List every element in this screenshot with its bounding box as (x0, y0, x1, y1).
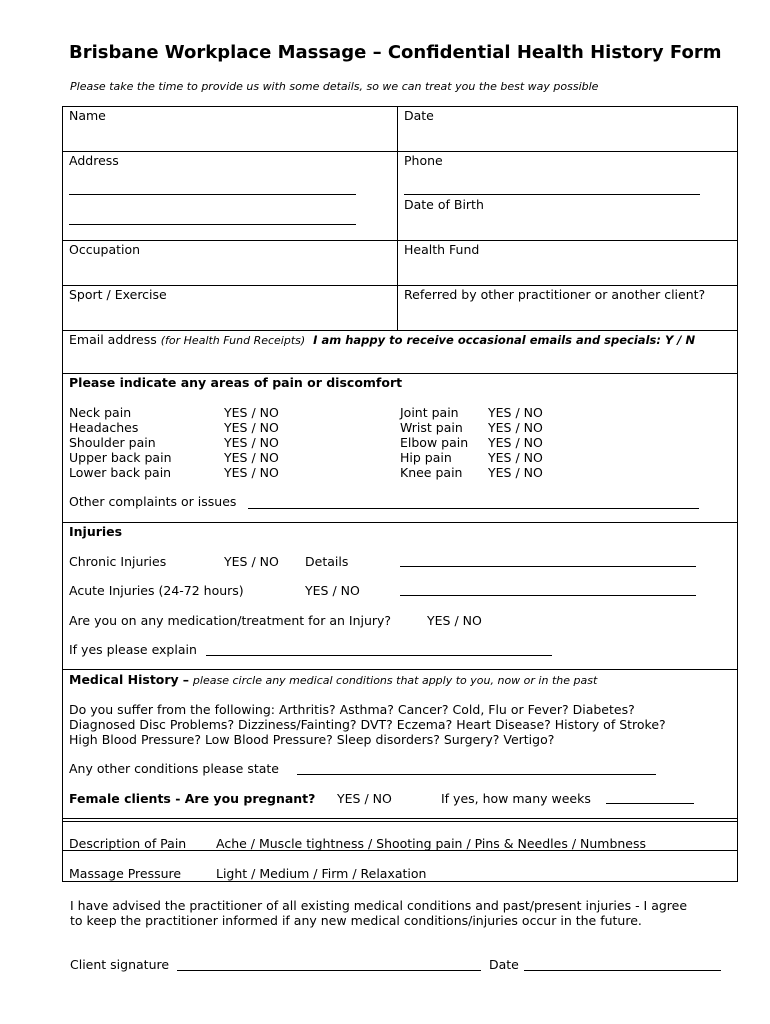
divider (62, 330, 738, 331)
injuries-heading: Injuries (69, 524, 123, 539)
medical-heading: Medical History (69, 672, 179, 687)
pain-yes-no[interactable]: YES / NO (488, 465, 543, 480)
pain-yes-no[interactable]: YES / NO (224, 435, 279, 450)
divider (62, 373, 738, 374)
divider (62, 522, 738, 523)
weeks-line[interactable] (606, 803, 694, 804)
pain-hip-label: Hip pain (400, 450, 452, 465)
email-row[interactable] (69, 332, 695, 347)
divider (62, 285, 738, 286)
pain-lower-back-label: Lower back pain (69, 465, 172, 480)
details-label: Details (305, 554, 349, 569)
name-label[interactable]: Name (69, 108, 106, 123)
explain-line[interactable] (206, 655, 552, 656)
pain-yes-no[interactable]: YES / NO (488, 435, 543, 450)
conditions-line-3[interactable]: High Blood Pressure? Low Blood Pressure? Sleep disorders? Surgery? Vertigo? (69, 732, 555, 747)
chronic-yes-no[interactable]: YES / NO (224, 554, 279, 569)
form-subtitle: Please take the time to provide us with some details, so we can treat you the best way possible (70, 80, 599, 93)
divider (62, 881, 738, 882)
divider (62, 106, 738, 107)
medical-heading-row (69, 672, 597, 687)
pain-elbow-label: Elbow pain (400, 435, 469, 450)
address-line-1[interactable] (69, 194, 356, 195)
email-note: (for Health Fund Receipts) (160, 334, 306, 347)
divider (62, 240, 738, 241)
conditions-line-1[interactable]: Do you suffer from the following: Arthritis? Asthma? Cancer? Cold, Flu or Fever? Diabetes? (69, 702, 635, 717)
pain-joint-label: Joint pain (400, 405, 459, 420)
address-line-2[interactable] (69, 224, 356, 225)
pain-yes-no[interactable]: YES / NO (488, 450, 543, 465)
signature-date-label: Date (489, 957, 519, 972)
pain-neck-label: Neck pain (69, 405, 132, 420)
pain-upper-back-label: Upper back pain (69, 450, 172, 465)
medication-label: Are you on any medication/treatment for an Injury? (69, 613, 392, 628)
weeks-label: If yes, how many weeks (441, 791, 591, 806)
pain-yes-no[interactable]: YES / NO (224, 405, 279, 420)
pain-yes-no[interactable]: YES / NO (488, 405, 543, 420)
consent-line-2: to keep the practitioner informed if any new medical conditions/injuries occur in the future. (70, 913, 642, 928)
explain-label: If yes please explain (69, 642, 197, 657)
form-title: Brisbane Workplace Massage – Confidential Health History Form (69, 42, 722, 63)
pain-yes-no[interactable]: YES / NO (224, 450, 279, 465)
chronic-details-line[interactable] (400, 566, 696, 567)
signature-label: Client signature (70, 957, 170, 972)
medical-dash: – (182, 672, 189, 687)
other-conditions-line[interactable] (297, 774, 656, 775)
pain-yes-no[interactable]: YES / NO (224, 465, 279, 480)
medical-note: please circle any medical conditions that apply to you, now or in the past (192, 674, 598, 687)
chronic-label: Chronic Injuries (69, 554, 167, 569)
phone-line[interactable] (404, 194, 700, 195)
sport-label[interactable]: Sport / Exercise (69, 287, 167, 302)
pressure-label: Massage Pressure (69, 866, 182, 881)
other-complaints-line[interactable] (248, 508, 699, 509)
email-optin[interactable]: I am happy to receive occasional emails and specials: Y / N (313, 333, 696, 347)
divider (62, 151, 738, 152)
other-conditions-label: Any other conditions please state (69, 761, 279, 776)
pregnant-label: Female clients - Are you pregnant? (69, 791, 316, 806)
acute-label: Acute Injuries (24-72 hours) (69, 583, 244, 598)
pain-headaches-label: Headaches (69, 420, 139, 435)
occupation-label[interactable]: Occupation (69, 242, 141, 257)
dob-label[interactable]: Date of Birth (404, 197, 484, 212)
acute-details-line[interactable] (400, 595, 696, 596)
phone-label[interactable]: Phone (404, 153, 443, 168)
referred-label[interactable]: Referred by other practitioner or another client? (404, 287, 706, 302)
pain-shoulder-label: Shoulder pain (69, 435, 156, 450)
acute-yes-no[interactable]: YES / NO (305, 583, 360, 598)
divider (62, 821, 738, 822)
signature-date-line[interactable] (524, 970, 721, 971)
medication-yes-no[interactable]: YES / NO (427, 613, 482, 628)
address-label[interactable]: Address (69, 153, 119, 168)
email-label: Email address (69, 332, 157, 347)
date-label[interactable]: Date (404, 108, 434, 123)
pain-desc-label: Description of Pain (69, 836, 187, 851)
pain-yes-no[interactable]: YES / NO (488, 420, 543, 435)
pain-desc-options[interactable]: Ache / Muscle tightness / Shooting pain / Pins & Needles / Numbness (216, 836, 647, 851)
signature-line[interactable] (177, 970, 481, 971)
pain-heading: Please indicate any areas of pain or discomfort (69, 375, 403, 390)
divider (62, 669, 738, 670)
divider (62, 818, 738, 819)
consent-line-1: I have advised the practitioner of all existing medical conditions and past/present injuries - I agree (70, 898, 688, 913)
pain-yes-no[interactable]: YES / NO (224, 420, 279, 435)
conditions-line-2[interactable]: Diagnosed Disc Problems? Dizziness/Fainting? DVT? Eczema? Heart Disease? History of Stroke? (69, 717, 666, 732)
column-divider (397, 106, 398, 330)
pain-wrist-label: Wrist pain (400, 420, 463, 435)
pressure-options[interactable]: Light / Medium / Firm / Relaxation (216, 866, 427, 881)
health-fund-label[interactable]: Health Fund (404, 242, 480, 257)
other-complaints-label: Other complaints or issues (69, 494, 237, 509)
pain-knee-label: Knee pain (400, 465, 463, 480)
pregnant-yes-no[interactable]: YES / NO (337, 791, 392, 806)
